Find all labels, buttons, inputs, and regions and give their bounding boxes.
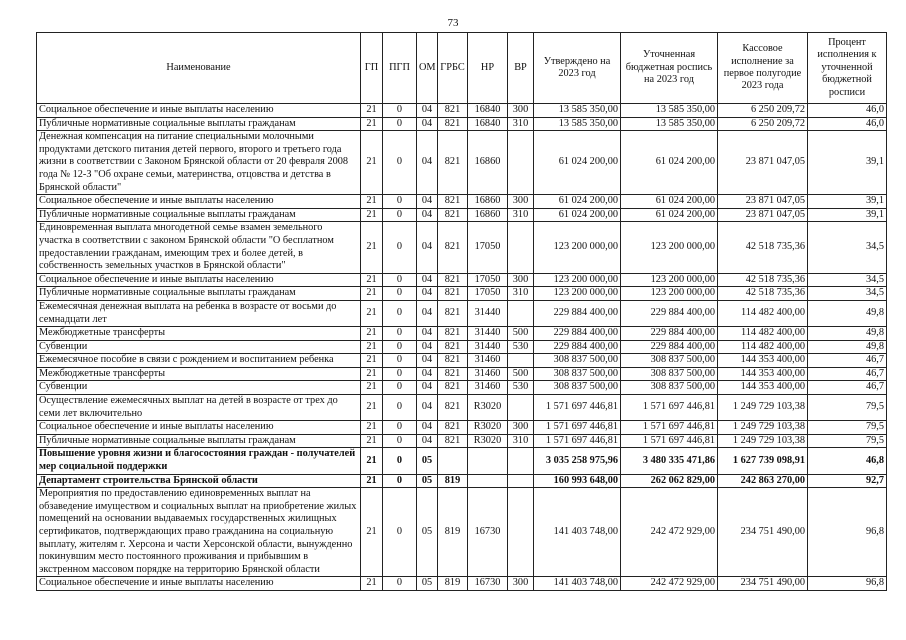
cell-refined: 1 571 697 446,81 — [621, 434, 718, 448]
cell-np: 17050 — [468, 222, 508, 273]
cell-om: 04 — [417, 131, 438, 195]
cell-cash: 114 482 400,00 — [718, 300, 808, 326]
cell-refined: 229 884 400,00 — [621, 327, 718, 341]
cell-cash: 23 871 047,05 — [718, 208, 808, 222]
cell-np: 16730 — [468, 488, 508, 577]
cell-gp: 21 — [361, 474, 383, 488]
cell-approved: 229 884 400,00 — [534, 327, 621, 341]
cell-grbs: 821 — [438, 104, 468, 118]
table-row — [37, 208, 887, 222]
cell-gp: 21 — [361, 208, 383, 222]
cell-gp: 21 — [361, 340, 383, 354]
cell-gp: 21 — [361, 222, 383, 273]
cell-name: Социальное обеспечение и иные выплаты населению — [37, 577, 361, 591]
cell-grbs: 821 — [438, 222, 468, 273]
cell-name: Публичные нормативные социальные выплаты гражданам — [37, 434, 361, 448]
cell-pgp: 0 — [383, 434, 417, 448]
cell-approved: 123 200 000,00 — [534, 287, 621, 301]
cell-name: Социальное обеспечение и иные выплаты населению — [37, 195, 361, 209]
cell-approved: 1 571 697 446,81 — [534, 421, 621, 435]
cell-om: 04 — [417, 421, 438, 435]
cell-refined: 242 472 929,00 — [621, 488, 718, 577]
cell-om: 04 — [417, 367, 438, 381]
cell-percent: 46,7 — [808, 354, 887, 368]
cell-om: 04 — [417, 354, 438, 368]
cell-approved: 308 837 500,00 — [534, 367, 621, 381]
cell-refined: 123 200 000,00 — [621, 273, 718, 287]
cell-grbs: 821 — [438, 131, 468, 195]
cell-name: Публичные нормативные социальные выплаты гражданам — [37, 117, 361, 131]
table-row — [37, 381, 887, 395]
cell-om: 04 — [417, 381, 438, 395]
cell-cash: 42 518 735,36 — [718, 222, 808, 273]
cell-vr — [508, 395, 534, 421]
cell-percent: 46,7 — [808, 367, 887, 381]
header-om: ОМ — [417, 33, 438, 104]
cell-cash: 1 627 739 098,91 — [718, 448, 808, 474]
cell-om: 04 — [417, 287, 438, 301]
cell-refined: 61 024 200,00 — [621, 195, 718, 209]
cell-percent: 46,7 — [808, 381, 887, 395]
cell-name: Ежемесячная денежная выплата на ребенка в возрасте от восьми до семнадцати лет — [37, 300, 361, 326]
cell-gp: 21 — [361, 354, 383, 368]
cell-om: 05 — [417, 488, 438, 577]
cell-grbs: 821 — [438, 327, 468, 341]
table-row — [37, 222, 887, 273]
table-row — [37, 300, 887, 326]
cell-np: 16860 — [468, 208, 508, 222]
cell-gp: 21 — [361, 327, 383, 341]
cell-percent: 46,0 — [808, 104, 887, 118]
cell-percent: 79,5 — [808, 434, 887, 448]
cell-percent: 49,8 — [808, 340, 887, 354]
cell-om: 04 — [417, 222, 438, 273]
cell-np: 16730 — [468, 577, 508, 591]
cell-grbs: 819 — [438, 488, 468, 577]
cell-approved: 61 024 200,00 — [534, 208, 621, 222]
cell-vr: 530 — [508, 340, 534, 354]
cell-percent: 39,1 — [808, 208, 887, 222]
header-vr: ВР — [508, 33, 534, 104]
cell-pgp: 0 — [383, 287, 417, 301]
cell-percent: 39,1 — [808, 131, 887, 195]
cell-refined: 229 884 400,00 — [621, 340, 718, 354]
cell-vr: 300 — [508, 421, 534, 435]
cell-approved: 229 884 400,00 — [534, 340, 621, 354]
cell-grbs: 821 — [438, 340, 468, 354]
cell-grbs: 821 — [438, 395, 468, 421]
cell-name: Социальное обеспечение и иные выплаты населению — [37, 421, 361, 435]
cell-name: Субвенции — [37, 381, 361, 395]
cell-pgp: 0 — [383, 340, 417, 354]
cell-approved: 123 200 000,00 — [534, 222, 621, 273]
cell-approved: 61 024 200,00 — [534, 195, 621, 209]
cell-pgp: 0 — [383, 117, 417, 131]
cell-name: Межбюджетные трансферты — [37, 327, 361, 341]
cell-vr — [508, 131, 534, 195]
cell-np: 31460 — [468, 354, 508, 368]
cell-refined: 308 837 500,00 — [621, 381, 718, 395]
header-cash: Кассовое исполнение за первое полугодие 2023 года — [718, 33, 808, 104]
cell-pgp: 0 — [383, 448, 417, 474]
cell-refined: 229 884 400,00 — [621, 300, 718, 326]
header-grbs: ГРБС — [438, 33, 468, 104]
cell-grbs: 819 — [438, 474, 468, 488]
cell-pgp: 0 — [383, 300, 417, 326]
cell-vr — [508, 448, 534, 474]
cell-refined: 3 480 335 471,86 — [621, 448, 718, 474]
cell-percent: 79,5 — [808, 421, 887, 435]
cell-grbs: 821 — [438, 354, 468, 368]
table-row — [37, 421, 887, 435]
cell-approved: 13 585 350,00 — [534, 117, 621, 131]
cell-pgp: 0 — [383, 273, 417, 287]
cell-grbs: 821 — [438, 195, 468, 209]
cell-np: 16840 — [468, 117, 508, 131]
cell-refined: 1 571 697 446,81 — [621, 421, 718, 435]
cell-gp: 21 — [361, 577, 383, 591]
cell-grbs: 821 — [438, 117, 468, 131]
cell-cash: 144 353 400,00 — [718, 367, 808, 381]
cell-cash: 1 249 729 103,38 — [718, 421, 808, 435]
cell-vr: 500 — [508, 367, 534, 381]
cell-cash: 6 250 209,72 — [718, 104, 808, 118]
cell-name: Единовременная выплата многодетной семье взамен земельного участка в соответствии с законом Брянской области "О бесплатном предоставлении гражданам, имеющим трех и более детей, в собственность земельных участков в Брянской области" — [37, 222, 361, 273]
cell-vr — [508, 354, 534, 368]
cell-np: 16860 — [468, 195, 508, 209]
cell-name: Департамент строительства Брянской области — [37, 474, 361, 488]
cell-approved: 1 571 697 446,81 — [534, 395, 621, 421]
cell-vr: 500 — [508, 327, 534, 341]
cell-cash: 23 871 047,05 — [718, 195, 808, 209]
cell-grbs: 821 — [438, 381, 468, 395]
cell-gp: 21 — [361, 300, 383, 326]
cell-percent: 46,0 — [808, 117, 887, 131]
cell-name: Повышение уровня жизни и благосостояния граждан - получателей мер социальной поддержки — [37, 448, 361, 474]
cell-refined: 1 571 697 446,81 — [621, 395, 718, 421]
cell-name: Публичные нормативные социальные выплаты гражданам — [37, 287, 361, 301]
cell-np: 31460 — [468, 381, 508, 395]
table-row — [37, 354, 887, 368]
cell-refined: 13 585 350,00 — [621, 117, 718, 131]
header-name: Наименование — [37, 33, 361, 104]
cell-gp: 21 — [361, 395, 383, 421]
cell-np: 17050 — [468, 287, 508, 301]
cell-name: Социальное обеспечение и иные выплаты населению — [37, 273, 361, 287]
cell-gp: 21 — [361, 434, 383, 448]
cell-percent: 79,5 — [808, 395, 887, 421]
cell-om: 04 — [417, 117, 438, 131]
cell-vr: 300 — [508, 104, 534, 118]
cell-np: R3020 — [468, 421, 508, 435]
table-row — [37, 488, 887, 577]
cell-pgp: 0 — [383, 577, 417, 591]
cell-vr: 530 — [508, 381, 534, 395]
cell-grbs: 821 — [438, 421, 468, 435]
cell-approved: 308 837 500,00 — [534, 354, 621, 368]
cell-name: Публичные нормативные социальные выплаты гражданам — [37, 208, 361, 222]
cell-om: 04 — [417, 395, 438, 421]
cell-cash: 1 249 729 103,38 — [718, 434, 808, 448]
cell-np: 17050 — [468, 273, 508, 287]
cell-refined: 308 837 500,00 — [621, 354, 718, 368]
cell-name: Ежемесячное пособие в связи с рождением и воспитанием ребенка — [37, 354, 361, 368]
cell-grbs: 821 — [438, 273, 468, 287]
cell-percent: 39,1 — [808, 195, 887, 209]
cell-om: 05 — [417, 577, 438, 591]
cell-gp: 21 — [361, 448, 383, 474]
cell-np: 31460 — [468, 367, 508, 381]
cell-gp: 21 — [361, 273, 383, 287]
cell-pgp: 0 — [383, 131, 417, 195]
cell-np: 16840 — [468, 104, 508, 118]
cell-np: 31440 — [468, 300, 508, 326]
cell-approved: 123 200 000,00 — [534, 273, 621, 287]
cell-pgp: 0 — [383, 104, 417, 118]
header-pgp: ПГП — [383, 33, 417, 104]
cell-refined: 242 472 929,00 — [621, 577, 718, 591]
cell-np: R3020 — [468, 395, 508, 421]
cell-refined: 123 200 000,00 — [621, 222, 718, 273]
cell-vr: 310 — [508, 117, 534, 131]
cell-pgp: 0 — [383, 208, 417, 222]
cell-vr — [508, 488, 534, 577]
cell-om: 05 — [417, 448, 438, 474]
table-row — [37, 195, 887, 209]
cell-name: Мероприятия по предоставлению единовременных выплат на обзаведение имуществом и социальных выплат на приобретение жилых помещений на основании выдаваемых государственных жилищных сертификатов, подтверждающих право гражданина на социальную выплату, жителям г. Херсона и части Херсонской области, вынужденно покинувшим место постоянного проживания и прибывшим в экстренном массовом порядке на территорию Брянской области — [37, 488, 361, 577]
cell-om: 05 — [417, 474, 438, 488]
cell-gp: 21 — [361, 421, 383, 435]
cell-om: 04 — [417, 434, 438, 448]
cell-om: 04 — [417, 300, 438, 326]
cell-pgp: 0 — [383, 222, 417, 273]
cell-percent: 34,5 — [808, 273, 887, 287]
cell-pgp: 0 — [383, 395, 417, 421]
cell-name: Денежная компенсация на питание специальными молочными продуктами детского питания детей первого, второго и третьего года жизни в соответствии с Законом Брянской области от 20 февраля 2008 года № 12-З "Об охране семьи, материнства, отцовства и детства в Брянской области" — [37, 131, 361, 195]
cell-om: 04 — [417, 104, 438, 118]
table-body — [37, 104, 887, 591]
cell-percent: 46,8 — [808, 448, 887, 474]
table-row — [37, 434, 887, 448]
cell-approved: 3 035 258 975,96 — [534, 448, 621, 474]
cell-np: 16860 — [468, 131, 508, 195]
cell-refined: 61 024 200,00 — [621, 131, 718, 195]
cell-refined: 308 837 500,00 — [621, 367, 718, 381]
cell-gp: 21 — [361, 131, 383, 195]
cell-cash: 42 518 735,36 — [718, 287, 808, 301]
cell-vr: 310 — [508, 208, 534, 222]
cell-vr — [508, 300, 534, 326]
cell-gp: 21 — [361, 488, 383, 577]
table-row — [37, 577, 887, 591]
header-refined: Уточненная бюджетная роспись на 2023 год — [621, 33, 718, 104]
header-gp: ГП — [361, 33, 383, 104]
header-approved: Утверждено на 2023 год — [534, 33, 621, 104]
cell-om: 04 — [417, 273, 438, 287]
cell-pgp: 0 — [383, 488, 417, 577]
cell-grbs: 821 — [438, 300, 468, 326]
cell-om: 04 — [417, 327, 438, 341]
cell-cash: 234 751 490,00 — [718, 488, 808, 577]
cell-cash: 42 518 735,36 — [718, 273, 808, 287]
header-np: НР — [468, 33, 508, 104]
cell-pgp: 0 — [383, 474, 417, 488]
cell-gp: 21 — [361, 195, 383, 209]
cell-np: R3020 — [468, 434, 508, 448]
cell-approved: 1 571 697 446,81 — [534, 434, 621, 448]
cell-grbs: 821 — [438, 208, 468, 222]
cell-pgp: 0 — [383, 381, 417, 395]
table-row — [37, 474, 887, 488]
cell-vr: 300 — [508, 273, 534, 287]
cell-cash: 114 482 400,00 — [718, 327, 808, 341]
cell-percent: 96,8 — [808, 488, 887, 577]
cell-percent: 92,7 — [808, 474, 887, 488]
cell-percent: 34,5 — [808, 287, 887, 301]
table-row — [37, 287, 887, 301]
cell-cash: 114 482 400,00 — [718, 340, 808, 354]
cell-approved: 61 024 200,00 — [534, 131, 621, 195]
cell-percent: 49,8 — [808, 327, 887, 341]
cell-approved: 141 403 748,00 — [534, 577, 621, 591]
cell-np: 31440 — [468, 327, 508, 341]
cell-np — [468, 474, 508, 488]
budget-table — [36, 32, 887, 591]
table-row — [37, 117, 887, 131]
cell-vr: 310 — [508, 287, 534, 301]
cell-cash: 144 353 400,00 — [718, 354, 808, 368]
table-row — [37, 448, 887, 474]
cell-np — [468, 448, 508, 474]
table-header-row — [37, 33, 887, 104]
table-row — [37, 367, 887, 381]
cell-grbs: 821 — [438, 287, 468, 301]
cell-refined: 123 200 000,00 — [621, 287, 718, 301]
table-row — [37, 273, 887, 287]
cell-pgp: 0 — [383, 354, 417, 368]
cell-cash: 242 863 270,00 — [718, 474, 808, 488]
cell-vr: 300 — [508, 577, 534, 591]
cell-grbs: 821 — [438, 367, 468, 381]
cell-cash: 234 751 490,00 — [718, 577, 808, 591]
table-row — [37, 327, 887, 341]
cell-grbs: 821 — [438, 434, 468, 448]
cell-cash: 23 871 047,05 — [718, 131, 808, 195]
cell-cash: 1 249 729 103,38 — [718, 395, 808, 421]
cell-vr: 310 — [508, 434, 534, 448]
cell-gp: 21 — [361, 367, 383, 381]
cell-approved: 308 837 500,00 — [534, 381, 621, 395]
cell-approved: 141 403 748,00 — [534, 488, 621, 577]
cell-refined: 262 062 829,00 — [621, 474, 718, 488]
cell-om: 04 — [417, 340, 438, 354]
cell-vr: 300 — [508, 195, 534, 209]
table-row — [37, 340, 887, 354]
cell-grbs: 819 — [438, 577, 468, 591]
cell-refined: 13 585 350,00 — [621, 104, 718, 118]
cell-percent: 34,5 — [808, 222, 887, 273]
cell-name: Социальное обеспечение и иные выплаты населению — [37, 104, 361, 118]
cell-gp: 21 — [361, 381, 383, 395]
cell-approved: 229 884 400,00 — [534, 300, 621, 326]
table-row — [37, 395, 887, 421]
cell-cash: 144 353 400,00 — [718, 381, 808, 395]
cell-pgp: 0 — [383, 421, 417, 435]
cell-approved: 160 993 648,00 — [534, 474, 621, 488]
cell-om: 04 — [417, 208, 438, 222]
cell-gp: 21 — [361, 117, 383, 131]
cell-gp: 21 — [361, 104, 383, 118]
cell-grbs — [438, 448, 468, 474]
cell-cash: 6 250 209,72 — [718, 117, 808, 131]
cell-np: 31440 — [468, 340, 508, 354]
cell-pgp: 0 — [383, 327, 417, 341]
cell-vr — [508, 474, 534, 488]
cell-refined: 61 024 200,00 — [621, 208, 718, 222]
table-row — [37, 104, 887, 118]
cell-name: Межбюджетные трансферты — [37, 367, 361, 381]
cell-percent: 49,8 — [808, 300, 887, 326]
header-percent: Процент исполнения к уточненной бюджетной росписи — [808, 33, 887, 104]
cell-vr — [508, 222, 534, 273]
page-number: 73 — [447, 17, 459, 29]
cell-om: 04 — [417, 195, 438, 209]
cell-gp: 21 — [361, 287, 383, 301]
cell-name: Субвенции — [37, 340, 361, 354]
cell-approved: 13 585 350,00 — [534, 104, 621, 118]
cell-pgp: 0 — [383, 367, 417, 381]
cell-percent: 96,8 — [808, 577, 887, 591]
cell-pgp: 0 — [383, 195, 417, 209]
cell-name: Осуществление ежемесячных выплат на детей в возрасте от трех до семи лет включительно — [37, 395, 361, 421]
table-row — [37, 131, 887, 195]
